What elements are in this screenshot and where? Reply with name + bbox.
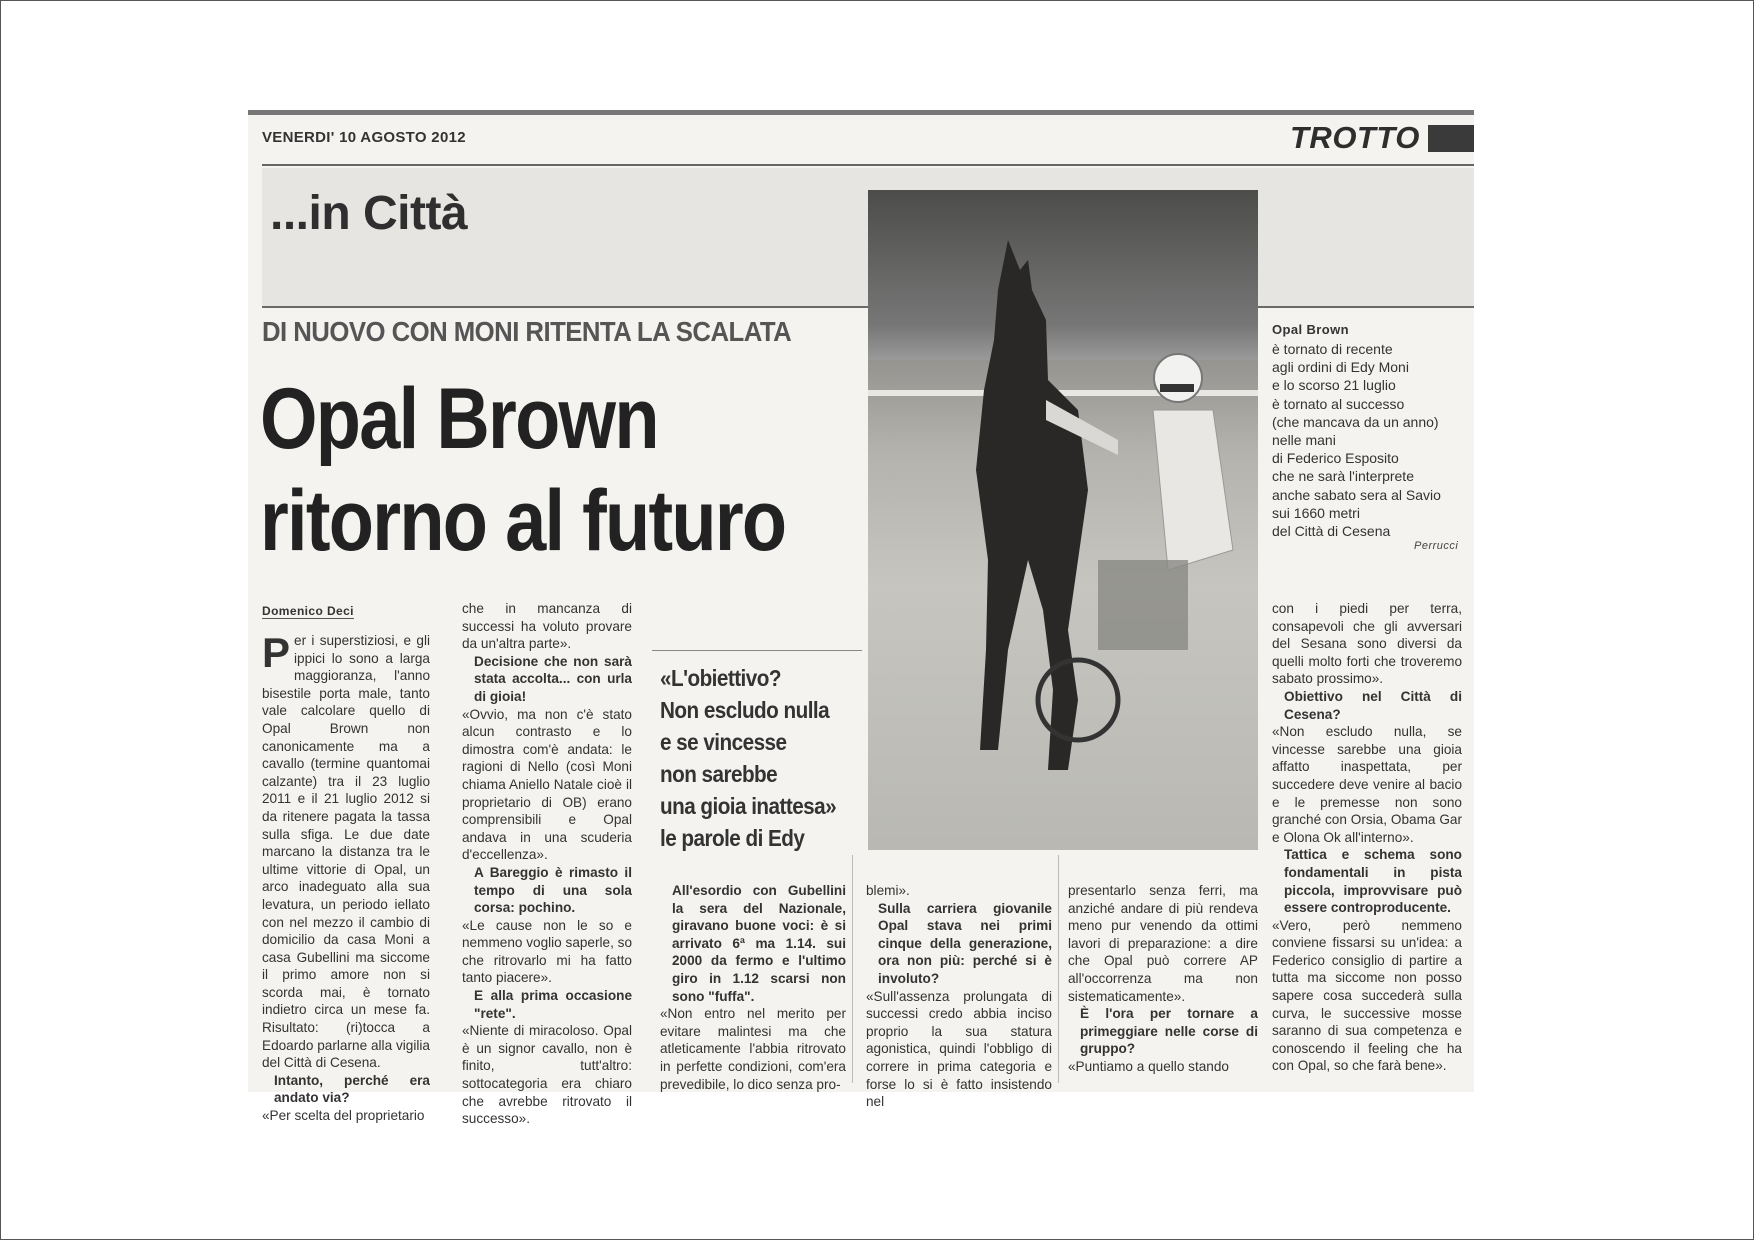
horse-photo [868, 190, 1258, 850]
subtitle: DI NUOVO CON MONI RITENTA LA SCALATA [262, 316, 792, 347]
article-column-3 [660, 882, 846, 1093]
headline [260, 368, 810, 572]
caption-name: Opal Brown [1272, 322, 1349, 337]
paragraph: blemi». [866, 883, 910, 898]
question: Intanto, perché era andato via? [274, 1072, 430, 1106]
article-column-4 [866, 882, 1052, 1111]
article-column-1 [262, 629, 430, 1125]
driver-figure-icon [1138, 350, 1248, 670]
headline-line-1: Opal Brown [260, 371, 658, 467]
paragraph: «Non escludo nulla, se vincesse sarebbe una gioia affatto inaspettata, per succedere deve venire al bacio e le premesse non sono granché con Orsia, Obama Gar e Olona Ok all'interno». [1272, 724, 1462, 845]
paragraph: «Per scelta del proprietario [262, 1108, 425, 1124]
pull-quote: «L'obiettivo? Non escludo nulla e se vincesse non sarebbe una gioia inattesa» le parole di Edy [660, 665, 837, 851]
headline-line-2: ritorno al futuro [260, 473, 786, 569]
photo-credit: Perrucci [1414, 540, 1459, 552]
article-column-2 [462, 600, 632, 1128]
question: All'esordio con Gubellini la sera del Nazionale, giravano buone voci: è si arrivato 6ª ma 1.14. sui 2000 da fermo e l'ultimo giro in 1.12 scarsi non sono "fuffa". [672, 883, 846, 1004]
kicker: ...in Città [270, 187, 468, 240]
paragraph: «Non entro nel merito per evitare malintesi ma che atleticamente l'abbia ritrovato in perfette condizioni, com'era prevedibile, lo dico senza pro- [660, 1006, 846, 1092]
paragraph: «Ovvio, ma non c'è stato alcun contrasto e lo dimostra com'è andata: le ragioni di Nello (così Moni chiama Aniello Natale cioè il proprietario di OB) erano comprensibili e Opal andava in una scuderia d'eccellenza». [462, 706, 632, 863]
paragraph: «Le cause non le so e nemmeno voglio saperle, so che ritrovarlo mi ha fatto tanto piacere». [462, 917, 633, 986]
article-column-6 [1272, 600, 1462, 1075]
paragraph: «Puntiamo a quello stando [1068, 1058, 1229, 1074]
paragraph: «Sull'assenza prolungata di successi credo abbia inciso proprio la sua statura agonistica, quindi l'obbligo di correre in prima categoria e forse lo si è fatto insistendo nel [866, 988, 1052, 1110]
paragraph: con i piedi per terra, consapevoli che gli avversari del Sesana sono diversi da quelli molto forti che troveremo sabato prossimo». [1272, 601, 1462, 687]
question: Sulla carriera giovanile Opal stava nei primi cinque della generazione, ora non più: perché si è involuto? [878, 900, 1052, 986]
column-divider [1058, 855, 1059, 1083]
question: Tattica e schema sono fondamentali in pista piccola, improvvisare può essere controproducente. [1284, 847, 1462, 916]
article-column-5 [1068, 882, 1258, 1076]
question: È l'ora per tornare a primeggiare nelle corse di gruppo? [1080, 1006, 1258, 1057]
top-rule [248, 110, 1474, 115]
question: Decisione che non sarà stata accolta... con urla di gioia! [474, 653, 632, 704]
column-divider [852, 855, 853, 1083]
question: E alla prima occasione "rete". [474, 988, 632, 1021]
section-title: TROTTO [1290, 120, 1420, 155]
paragraph: presentarlo senza ferri, ma anziché andare di più rendeva meno pur venendo da ottimi lavori di preparazione: a dire che Opal può correre AP all'occorrenza ma non sistematicamente». [1068, 883, 1258, 1004]
pull-quote-rule [652, 650, 862, 651]
question: A Bareggio è rimasto il tempo di una sola corsa: pochino. [474, 864, 632, 916]
drop-cap: P [262, 629, 291, 676]
horse-silhouette-icon [928, 230, 1118, 790]
byline: Domenico Deci [262, 604, 354, 618]
question: Obiettivo nel Città di Cesena? [1284, 688, 1462, 722]
header-rule [262, 164, 1474, 166]
paragraph: che in mancanza di successi ha voluto provare da un'altra parte». [462, 601, 632, 652]
issue-date: VENERDI' 10 AGOSTO 2012 [262, 129, 466, 146]
section-marker [1428, 125, 1474, 152]
newspaper-clipping [248, 110, 1474, 1127]
photo-caption: è tornato di recente agli ordini di Edy Moni e lo scorso 21 luglio è tornato al successo (che mancava da un anno) nelle mani di Federico Esposito che ne sarà l'interprete anche sabato sera al Savio sui 1660 metri del Città di Cesena [1272, 341, 1441, 540]
paragraph: «Vero, però nemmeno conviene fissarsi su un'idea: a Federico consiglio di partire a tutta ma siccome non posso sapere cosa succederà sulla curva, le successive mosse saranno di sua competenza e conoscendo il feeling che ha con Opal, so che farà bene». [1272, 917, 1462, 1074]
paragraph: «Niente di miracoloso. Opal è un signor cavallo, non è finito, tutt'altro: sottocategoria era chiaro che avrebbe ritrovato il successo». [462, 1023, 632, 1127]
paragraph: er i superstiziosi, e gli ippici lo sono a larga maggioranza, l'anno bisestile porta male, tanto vale calcolare quello di Opal Brown non canonicamente ma a cavallo (termine quantomai calzante) tra il 23 luglio 2011 e il 21 luglio 2012 si da ritenere pagata la tassa sulla sfiga. Le due date marcano la distanza tra le ultime vittorie di Opal, un arco inadeguato alla sua levatura, un periodo iellato con nel mezzo il cambio di domicilio da casa Moni a casa Gubellini ma siccome il primo amore non si scorda mai, è tornato indietro circa un mese fa. Risultato: (ri)tocca a Edoardo parlarne alla vigilia del Città di Cesena. [262, 633, 430, 1071]
